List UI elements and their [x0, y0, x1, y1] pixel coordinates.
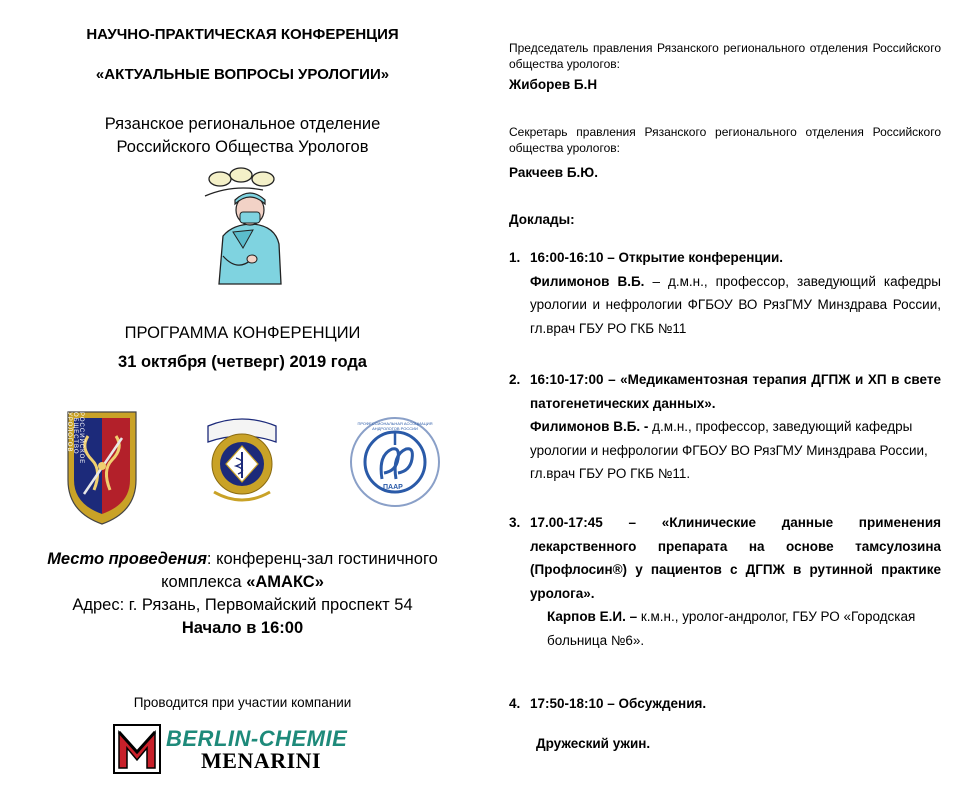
secretary-role: Секретарь правления Рязанского регионального отделения Российского общества урологов: [509, 125, 941, 155]
shield-text: РОССИЙСКОЕ ОБЩЕСТВО УРОЛОГОВ [66, 412, 84, 465]
venue-block [20, 548, 465, 640]
report-speaker-details: – д.м.н., профессор, заведующий кафедры урологии и нефрологии ФГБОУ ВО РязГМУ Минздрава России, гл.врач ГБУ РО ГКБ №11 [530, 273, 942, 336]
venue-text-b: комплекса [161, 573, 247, 591]
venue-address: Адрес: г. Рязань, Первомайский проспект 54 [72, 596, 413, 614]
report-title: 16:00-16:10 – Открытие конференции. [530, 250, 784, 265]
university-emblem [200, 408, 284, 508]
secretary-name: Ракчеев Б.Ю. [509, 165, 598, 180]
report-speaker-line [530, 270, 941, 341]
report-number: 4. [509, 696, 521, 711]
report-speaker-line [530, 605, 941, 652]
organizer-line-2: Российского Общества Урологов [116, 138, 369, 156]
reports-heading: Доклады: [509, 212, 575, 227]
organizer-line-1: Рязанское региональное отделение [104, 115, 381, 133]
conference-date: 31 октября (четверг) 2019 года [118, 353, 367, 371]
report-speaker-line [530, 415, 941, 486]
brand-menarini: MENARINI [201, 748, 322, 773]
organizer [20, 113, 465, 159]
menarini-m-icon [113, 724, 161, 774]
report-title: 17:50-18:10 – Обсуждения. [530, 696, 707, 711]
venue-hotel: «АМАКС» [246, 573, 324, 591]
dinner-note: Дружеский ужин. [536, 736, 651, 751]
report-item-4 [509, 692, 941, 716]
start-time: Начало в 16:00 [181, 619, 304, 637]
conference-type: НАУЧНО-ПРАКТИЧЕСКАЯ КОНФЕРЕНЦИЯ [86, 26, 399, 43]
report-speaker: Филимонов В.Б. - [530, 419, 649, 434]
report-speaker-details: к.м.н., уролог-андролог, ГБУ РО «Городская больница №6». [547, 609, 916, 648]
report-number: 2. [509, 372, 521, 387]
report-item-3 [509, 511, 941, 652]
report-title: 17.00-17:45 – «Клинические данные применения лекарственного препарата на основе тамсулозина (Профлосин®) у пациентов с ДГПЖ в рутинной практике уролога». [530, 515, 941, 601]
program-heading: ПРОГРАММА КОНФЕРЕНЦИИ [124, 324, 361, 342]
brand-berlin-chemie: BERLIN-CHEMIE [166, 726, 348, 751]
report-item-1 [509, 246, 941, 340]
paar-abbreviation: ПААР [383, 484, 403, 491]
partner-caption: Проводится при участии компании [133, 695, 352, 710]
report-number: 1. [509, 250, 521, 265]
report-item-2 [509, 368, 941, 486]
report-number: 3. [509, 515, 521, 530]
report-speaker-details: д.м.н., профессор, заведующий кафедры урологии и нефрологии ФГБОУ ВО РязГМУ Минздрава России, гл.врач ГБУ РО ГКБ №11. [530, 419, 928, 481]
chair-name: Жиборев Б.Н [509, 77, 598, 92]
report-speaker: Филимонов В.Б. [530, 273, 645, 289]
venue-line-2 [20, 571, 465, 594]
venue-text-a: : конференц-зал гостиничного [206, 550, 438, 568]
report-title: 16:10-17:00 – «Медикаментозная терапия ДГПЖ и ХП в свете патогенетических данных». [530, 372, 941, 411]
venue-line-1 [20, 548, 465, 571]
surgeon-illustration [193, 166, 293, 290]
paar-ring-text: ПРОФЕССИОНАЛЬНАЯ АССОЦИАЦИЯ АНДРОЛОГОВ РОССИИ [357, 421, 433, 431]
venue-label: Место проведения [47, 550, 207, 568]
report-speaker: Карпов Е.И. – [547, 609, 638, 624]
chair-role: Председатель правления Рязанского регионального отделения Российского общества урологов: [509, 41, 941, 71]
conference-title: «АКТУАЛЬНЫЕ ВОПРОСЫ УРОЛОГИИ» [95, 66, 390, 83]
